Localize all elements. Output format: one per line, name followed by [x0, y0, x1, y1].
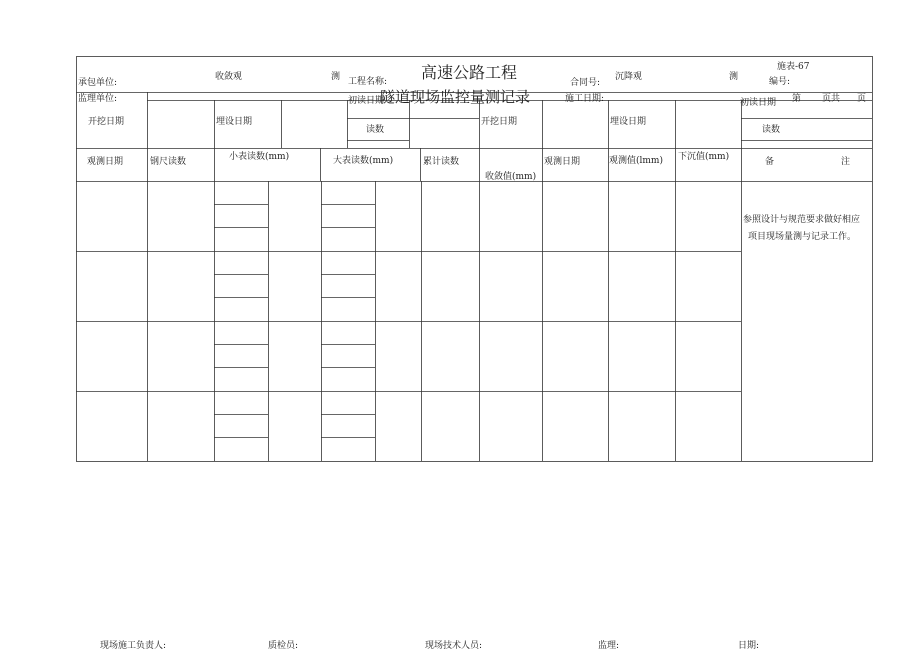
col-obs-value: 观测值(lmm): [609, 156, 663, 166]
footer-date: 日期:: [738, 641, 760, 651]
footer-inspector: 质检员:: [268, 641, 299, 651]
serial-label: 编号:: [769, 77, 791, 87]
col-small-gauge: 小表读数(mm): [229, 152, 290, 162]
page-first-label: 第: [792, 94, 802, 104]
col-obs-date: 观测日期: [87, 157, 124, 167]
construction-date-label: 施工日期:: [565, 94, 605, 104]
page-total-label: 页共: [822, 94, 841, 104]
footer-supervisor: 监理:: [598, 641, 620, 651]
footer-site-lead: 现场施工负责人:: [100, 641, 167, 651]
convergence-label-a: 收敛观: [215, 72, 243, 82]
embed-date-left: 埋设日期: [216, 117, 253, 127]
col-convergence-value: 收敛值(mm): [485, 172, 537, 182]
reading-left: 读数: [366, 125, 385, 135]
col-obs-date-right: 观测日期: [544, 157, 581, 167]
col-settlement: 下沉值(mm): [678, 152, 730, 162]
contractor-label: 承包单位:: [78, 78, 118, 88]
col-remarks-b: 注: [841, 157, 851, 167]
project-name-label: 工程名称:: [348, 77, 388, 87]
footer-site-tech: 现场技术人员:: [425, 641, 483, 651]
excavation-date-right: 开挖日期: [481, 117, 518, 127]
embed-date-right: 埋设日期: [610, 117, 647, 127]
supervisor-label: 监理单位:: [78, 94, 118, 104]
col-remarks-a: 备: [765, 157, 775, 167]
contract-no-label: 合同号:: [570, 78, 601, 88]
excavation-date-left: 开挖日期: [88, 117, 125, 127]
settlement-label-a: 沉降观: [615, 72, 643, 82]
remarks-note-line1: 参照设计与规范要求做好相应: [743, 215, 861, 225]
convergence-label-b: 测: [331, 72, 341, 82]
form-number: 施表-67: [777, 62, 810, 72]
col-steel-ruler: 钢尺读数: [150, 157, 187, 167]
col-large-gauge: 大表读数(mm): [333, 156, 394, 166]
reading-right: 读数: [762, 125, 781, 135]
col-cumulative: 累计读数: [423, 157, 460, 167]
remarks-note-line2: 项目现场量测与记录工作。: [748, 232, 857, 242]
page-end-label: 页: [857, 94, 867, 104]
overlap-date-label: 初读日期: [348, 96, 385, 106]
title-line2: 隧道现场监控量测记录: [380, 88, 531, 106]
title-line1: 高速公路工程: [421, 63, 518, 82]
settlement-label-b: 测: [729, 72, 739, 82]
initial-read-date-label: 初读日期: [740, 98, 777, 108]
